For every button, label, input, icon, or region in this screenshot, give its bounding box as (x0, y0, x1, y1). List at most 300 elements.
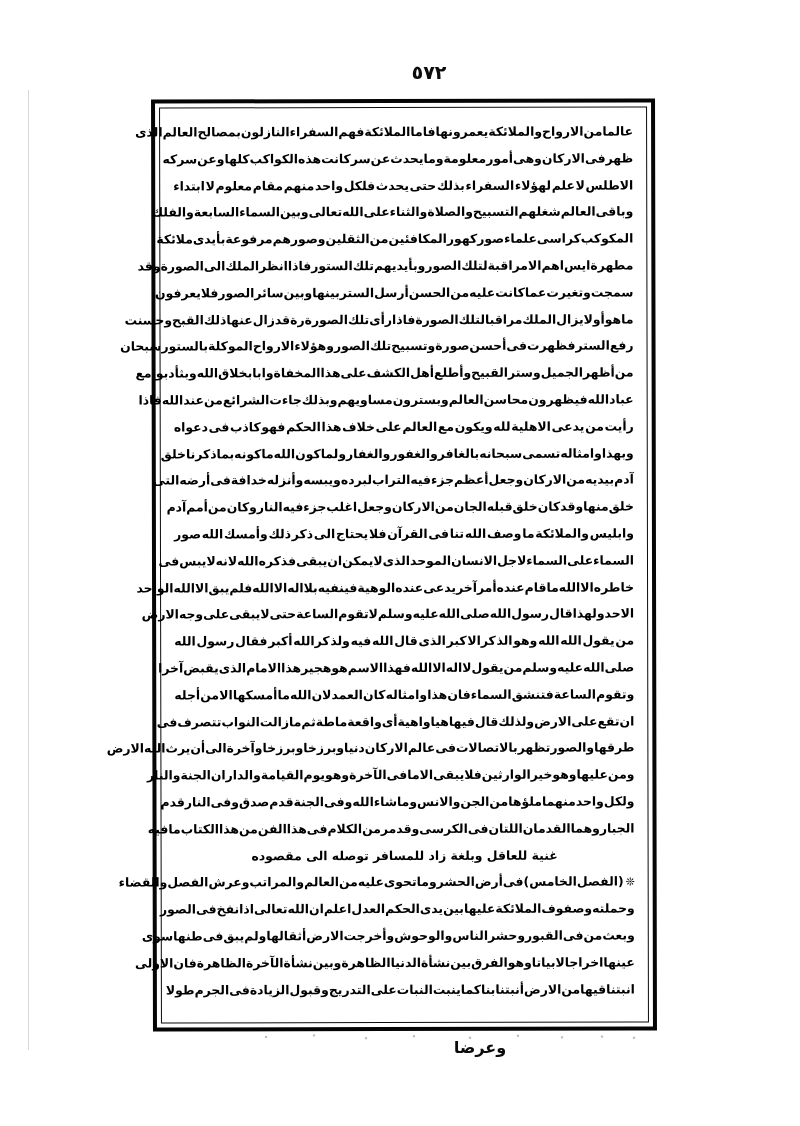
line-word: ملائكة (156, 231, 193, 247)
line-word: واحد (314, 177, 344, 193)
line-word: والغفار (346, 445, 391, 461)
line-word: العالم (402, 418, 438, 434)
line-word: وجه (178, 606, 204, 622)
line-word: فان (447, 686, 471, 702)
line-word: من (200, 687, 220, 703)
line-word: وعن (197, 151, 225, 167)
line-word: عنها (226, 311, 253, 327)
line-word: الارض (306, 928, 344, 944)
line-word: سر (350, 150, 371, 166)
line-word: الصورة (160, 258, 204, 274)
line-word: علماء (504, 230, 537, 246)
line-word: يعمرونها (435, 123, 489, 139)
line-word: يوم (303, 767, 326, 783)
line-word: فهم (338, 124, 365, 140)
line-word: ولكل (603, 793, 635, 809)
line-word: الله (410, 659, 433, 675)
line-word: الله (201, 526, 224, 542)
line-word: منهما (541, 793, 576, 809)
line-word: فى (386, 767, 408, 783)
line-word: ما (168, 821, 181, 837)
line-word: والوحوش (394, 927, 453, 943)
line-word: طرقها (594, 739, 635, 755)
line-word: الجن (460, 793, 490, 809)
line-word: معلومة (443, 150, 487, 166)
line-word: خدا (246, 472, 267, 488)
line-word: الله (174, 633, 196, 649)
text-line (141, 922, 635, 950)
line-word: فلكل (343, 177, 376, 193)
line-word: انبتناقيها (580, 981, 635, 997)
line-word: يحتاج (335, 526, 369, 542)
line-word: رسول (511, 606, 550, 622)
line-word: والمراتب (249, 874, 305, 890)
line-word: كراسى (536, 230, 581, 246)
line-word: الله (583, 659, 605, 675)
line-word: فيه (282, 499, 304, 515)
line-word: على (375, 418, 402, 434)
line-word: السفراء (289, 124, 339, 140)
line-word: وكان (226, 499, 257, 515)
line-word: الاركان (391, 499, 435, 515)
line-word: وامثاله (385, 686, 428, 702)
line-word: وبذلك (301, 392, 338, 408)
line-word: صور (174, 526, 202, 542)
line-word: سمجت (590, 284, 634, 300)
line-word: يقول (471, 659, 504, 675)
text-line (165, 976, 635, 1004)
line-word: ذلك (203, 311, 227, 327)
line-word: كان (363, 686, 386, 702)
line-word: أجله (174, 687, 201, 703)
line-word: الله (196, 365, 219, 381)
line-word: وابا (252, 365, 274, 381)
line-word: الاما (407, 767, 434, 783)
line-word: بذلك (436, 177, 465, 193)
line-word: رسول (196, 633, 235, 649)
line-word: الله (352, 793, 374, 810)
line-word: كرالا (467, 632, 496, 649)
line-word: عن (370, 150, 391, 166)
line-word: وآخرة (226, 740, 263, 756)
line-word: الله (273, 445, 296, 461)
line-word: لهؤلاء (514, 177, 552, 193)
line-word: ينبت (432, 981, 461, 997)
line-word: يرث (165, 740, 191, 756)
line-word: طنها (173, 928, 203, 944)
line-word: الله (237, 553, 259, 569)
line-word: يبق (208, 579, 230, 595)
line-word: دعواه (173, 419, 208, 435)
line-word: وتغيرت (546, 284, 591, 300)
line-word: وأنزله (266, 472, 304, 488)
line-word: وقبول (289, 981, 329, 997)
line-word: تقوم (338, 606, 369, 622)
body-text-block (106, 117, 639, 1014)
line-word: عنده (496, 579, 525, 595)
line-word: فى (156, 714, 178, 730)
line-word: فلم (229, 579, 253, 595)
line-word: الزيادة (249, 981, 290, 997)
line-word: ما (277, 686, 290, 702)
text-line (135, 119, 634, 147)
line-word: بالستور (161, 338, 209, 354)
line-word: الحسن (408, 284, 451, 300)
line-word: الستور (311, 258, 353, 274)
line-word: بخلاق (218, 365, 253, 381)
line-word: ما (261, 445, 274, 461)
line-word: حتى (269, 606, 297, 622)
line-word: عليها (576, 766, 608, 782)
line-word: وفى (210, 794, 240, 810)
line-word: الآخرة (349, 767, 387, 783)
line-word: فلا (200, 285, 219, 301)
line-word: بلا (303, 579, 318, 595)
line-word: قال (394, 633, 418, 649)
line-word: الحشر (436, 874, 475, 890)
line-word: تقع (597, 713, 620, 729)
line-word: الاركان (523, 472, 567, 488)
line-word: الذى (218, 660, 247, 676)
line-word: ولهذا (572, 605, 605, 621)
line-word: التى (152, 472, 180, 488)
line-word: من (566, 471, 586, 488)
text-line (147, 815, 635, 843)
line-word: أمسكها (232, 686, 278, 703)
line-word: وبرزخا (303, 740, 345, 756)
line-word: الصور (218, 285, 255, 301)
line-word: القبور (525, 927, 563, 943)
line-word: التسبيح (472, 204, 519, 220)
line-word: العالم (162, 124, 198, 140)
text-line (159, 896, 635, 924)
line-word: القبيح (471, 364, 509, 381)
line-word: الاركان (364, 740, 408, 756)
line-word: وما (396, 793, 418, 809)
line-word: هياواهية (397, 713, 449, 729)
line-word: علم (551, 177, 575, 193)
line-word: الله (287, 901, 310, 917)
line-word: مع (437, 418, 455, 434)
text-frame-outer-rule (106, 98, 657, 1031)
line-word: العالم (448, 391, 484, 407)
line-word: على (370, 981, 397, 997)
line-word: عباد (609, 391, 634, 407)
line-word: لاجل (497, 552, 527, 568)
line-word: تنا (449, 525, 465, 541)
line-word: وصورهم (272, 231, 326, 247)
line-word: تعالى (254, 901, 288, 917)
line-word: يدعى (423, 579, 457, 595)
line-word: فى (467, 820, 489, 836)
line-word: هذا (286, 820, 307, 836)
line-word: وهى (513, 150, 542, 166)
line-word: الارواح (542, 123, 584, 139)
line-word: تتصرف (177, 713, 222, 730)
line-word: وما (423, 150, 444, 166)
line-word: الآخرة (245, 954, 284, 971)
line-word: من (203, 392, 223, 408)
line-word: فى (435, 740, 456, 756)
line-word: الواحد (136, 580, 174, 596)
line-word: العالم (304, 874, 339, 890)
line-word: من (362, 820, 381, 836)
line-word: لا (575, 177, 585, 193)
text-line (118, 869, 635, 897)
line-word: الملك (225, 258, 260, 274)
line-word: القيامة (260, 767, 304, 783)
line-word: سر (177, 151, 198, 167)
text-frame-inner-rule (106, 106, 649, 1023)
line-word: وحملته (592, 900, 635, 916)
line-word: هو (331, 660, 348, 676)
line-word: بالاتصالات (455, 740, 518, 756)
line-word: يبقى (229, 606, 261, 622)
line-word: الاهلية (511, 418, 551, 434)
line-word: فيه (410, 472, 432, 488)
line-word: عنده (395, 579, 424, 595)
line-word: الاركان (541, 150, 585, 166)
line-word: الاسم (347, 659, 384, 676)
text-line (135, 949, 635, 977)
line-word: اخراجا (564, 954, 604, 970)
line-word: ما (522, 525, 535, 541)
line-word: فهو (261, 419, 286, 435)
text-line (156, 708, 635, 736)
line-word: الله (161, 392, 184, 408)
line-word: والنار (146, 767, 181, 783)
line-word: لا (368, 606, 378, 622)
line-word: الارض (534, 713, 572, 729)
line-word: (الفصل (576, 873, 624, 889)
line-word: فى (506, 338, 528, 354)
text-line (137, 253, 634, 281)
line-word: وستر (508, 364, 541, 380)
line-word: الله (560, 632, 582, 648)
line-word: مساويهم (337, 391, 393, 408)
line-word: تعالى (308, 204, 343, 220)
line-word: جزء (303, 499, 327, 515)
line-word: فان (173, 955, 197, 971)
line-word: قام (524, 579, 547, 595)
line-word: كونه (234, 445, 262, 461)
line-word: وقد (396, 820, 420, 836)
line-word: والملائكة (535, 525, 589, 541)
line-word: اغلب (326, 499, 358, 515)
line-word: كون (295, 445, 321, 461)
line-word: الارض (141, 606, 179, 622)
line-word: فى (428, 525, 449, 541)
line-word: تحوى (383, 874, 417, 890)
line-word: أمم (186, 499, 208, 515)
text-line (173, 172, 633, 200)
line-word: والثناء (389, 204, 428, 220)
line-word: لان (311, 686, 332, 702)
line-word: صورة (435, 338, 470, 354)
line-word: فة (230, 472, 247, 488)
line-word: يحدث (390, 150, 424, 166)
line-word: رالمكافئين (388, 231, 455, 247)
line-word: من (450, 284, 470, 300)
line-word: مر (380, 820, 397, 836)
line-word: ان (619, 713, 635, 729)
text-line (158, 654, 635, 682)
line-word: العمد (331, 686, 363, 702)
line-word: جزء (431, 472, 455, 488)
line-word: ما (621, 311, 634, 327)
line-word: من (583, 927, 603, 943)
line-word: السماء (470, 686, 512, 702)
line-word: الارض (106, 740, 145, 756)
line-word: وتقوم (596, 686, 635, 702)
line-word: القدمان (522, 820, 571, 836)
line-word: فيها (448, 713, 475, 729)
line-word: ذلك (268, 526, 292, 542)
line-word: من (434, 499, 454, 515)
catchword: وعرضا (453, 1038, 507, 1057)
line-word: ايس (563, 257, 591, 273)
line-word: كانت (321, 150, 351, 166)
line-word: الدنيا (390, 954, 422, 970)
line-text: غنية للعاقل وبلغة زاد للمسافر توصله الى مقصوده (251, 847, 558, 863)
line-word: يمكن (342, 552, 374, 568)
line-word: شاء (373, 793, 398, 809)
line-word: سبحانه (479, 445, 523, 461)
line-word: جاءت (269, 392, 302, 408)
line-word: وأمسك (223, 526, 268, 542)
line-word: مراقبا (484, 311, 523, 327)
line-word: كهو (454, 231, 478, 247)
line-word: يبق (223, 928, 245, 944)
line-word: وقد (137, 258, 161, 274)
line-word: الذى (135, 124, 163, 140)
line-word: من (207, 499, 227, 515)
line-word: ان (308, 901, 324, 917)
line-word: النواب (221, 713, 260, 729)
line-word: الارواح (252, 338, 295, 354)
line-word: الذى (418, 633, 446, 649)
line-word: العالم (560, 203, 596, 220)
line-word: قد (274, 311, 291, 327)
line-word: كان (537, 498, 561, 514)
line-word: فاذا (287, 258, 312, 274)
line-word: النازلون (240, 124, 290, 140)
line-word: لابيا (541, 954, 565, 970)
line-word: اعلم (323, 901, 352, 917)
line-word: محاسن (483, 391, 529, 407)
line-word: الله (558, 579, 581, 595)
line-word: معلوم (215, 177, 253, 193)
text-line (174, 520, 634, 548)
line-word: وابليس (589, 525, 634, 541)
line-word: صور (477, 230, 505, 247)
line-word: لا (260, 606, 270, 622)
line-word: الذى (382, 552, 411, 568)
line-word: هذا (320, 365, 341, 381)
line-word: تلك (369, 338, 392, 354)
line-word: يعرفون (155, 285, 201, 301)
line-word: فاذا (138, 392, 162, 408)
line-word: هذا (427, 686, 448, 702)
line-word: عليه (469, 284, 496, 300)
line-word: وسلم (377, 606, 413, 622)
line-word: من (503, 659, 523, 675)
line-word: وهؤلاء (294, 338, 334, 354)
line-word: ويكون (454, 418, 493, 434)
line-word: كاذب (229, 419, 261, 435)
line-word: قدم (160, 794, 185, 810)
line-word: من (614, 364, 634, 380)
line-word: الظاهرة (341, 954, 391, 970)
line-word: ان (327, 552, 343, 568)
line-word: عليه (557, 659, 584, 675)
line-word: الصور (159, 901, 197, 917)
line-word: قال (474, 713, 499, 729)
line-word: وامثاله (560, 445, 602, 461)
line-word: من (561, 981, 581, 997)
line-word: شغلهم (518, 204, 561, 220)
line-word: عند (183, 392, 205, 408)
line-word: الظاهرة (196, 955, 247, 971)
line-word: الله (587, 391, 610, 407)
line-word: الفن (257, 820, 287, 837)
line-word: الملك (522, 311, 557, 327)
line-word: نفخ (216, 901, 240, 917)
line-word: فيه (147, 821, 169, 837)
line-word: ذكر (291, 526, 314, 542)
line-word: ذ (210, 445, 217, 461)
line-word: الحكم (286, 418, 321, 435)
line-word: انظر (259, 258, 288, 274)
line-word: خلق (512, 498, 538, 514)
line-word: أنبتنابنا (480, 981, 525, 997)
line-word: الذ (496, 632, 513, 648)
line-word: وجعل (488, 472, 524, 488)
line-word: أن (190, 740, 206, 756)
line-word: أرض (474, 874, 503, 890)
line-word: وبين (312, 954, 342, 970)
line-word: اللتان (488, 820, 523, 836)
line-word: زال (252, 311, 275, 327)
line-word: من (585, 418, 604, 434)
line-word: من (369, 231, 389, 247)
line-word: فى (562, 927, 584, 943)
line-word: اله (445, 659, 463, 675)
line-word: المكوكب (580, 230, 634, 246)
line-word: خلاف (342, 418, 375, 434)
line-word: وتسبيح (391, 338, 436, 354)
line-word: فاذا (391, 311, 416, 327)
line-word: على (363, 204, 390, 220)
line-word: فاما (410, 123, 436, 139)
line-word: النبات (396, 981, 433, 997)
line-word: الصور (333, 338, 370, 354)
line-word: الجان (453, 498, 487, 515)
text-line (156, 226, 634, 254)
line-word: عالما (602, 123, 634, 139)
line-word: الثقلين (325, 231, 370, 247)
line-word: النار (184, 794, 211, 810)
line-word: من (583, 123, 603, 139)
line-word: ظهر (605, 150, 634, 166)
line-word: يبقى (433, 766, 465, 783)
line-word: وفى (323, 794, 353, 810)
line-word: أولا (583, 311, 605, 327)
line-word: يقول (582, 632, 615, 648)
line-word: يبقى (296, 552, 328, 568)
line-word: الجنة (180, 767, 211, 783)
line-word: بسترون (392, 391, 442, 407)
